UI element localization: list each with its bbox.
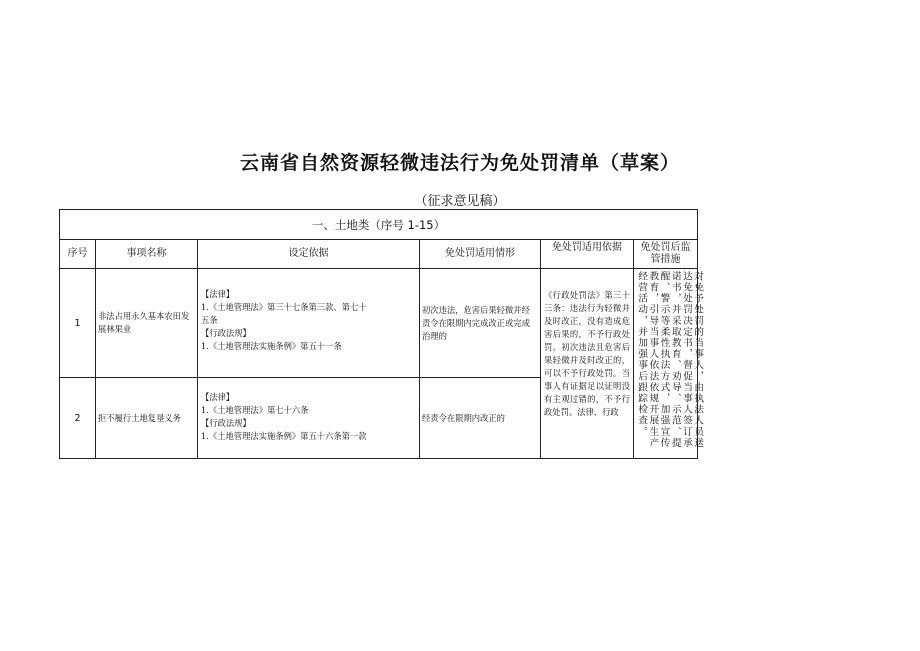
row-2-exemption	[420, 378, 541, 458]
header-basis: 设定依据	[198, 240, 420, 269]
row-1-index: 1	[60, 269, 96, 378]
row-1-basis-line: 【行政法规】	[201, 328, 251, 338]
row-1-basis	[198, 269, 420, 378]
shared-supervision	[634, 269, 704, 458]
row-2-item-name	[96, 378, 198, 458]
row-1-exemption	[420, 269, 541, 378]
header-item-name: 事项名称	[96, 240, 198, 269]
row-2-basis-line: 【行政法规】	[201, 418, 251, 428]
shared-supervision-text: 对免予处罚的当事人，由执法人员送达免处罚决定书，督促当事人签订承诺书，并采取教育、劝导、示范、提醒、警示等柔性执法方式，加强宣传教育，引导当事人依法依规开展生产经营活动，并加强事后跟踪检查。	[636, 271, 704, 449]
header-supervision: 免处罚后监管措施	[634, 240, 697, 269]
exemption-table	[59, 209, 704, 459]
row-1-basis-line: 1.《土地管理法实施条例》第五十一条	[201, 341, 342, 351]
header-exemption-basis: 免处罚适用依据	[541, 240, 634, 269]
row-2-basis-line: 1.《土地管理法实施条例》第五十六条第一款	[201, 431, 367, 441]
row-1-basis-line: 五条	[201, 315, 218, 325]
document-title: 云南省自然资源轻微违法行为免处罚清单（草案）	[239, 152, 680, 174]
row-2-basis-line: 1.《土地管理法》第七十六条	[201, 405, 309, 415]
section-title: 一、土地类（序号 1-15）	[60, 210, 697, 240]
row-1-basis-line: 【法律】	[201, 289, 235, 299]
shared-exemption-basis	[541, 269, 634, 458]
row-2-basis	[198, 378, 420, 458]
header-exemption: 免处罚适用情形	[420, 240, 541, 269]
header-index: 序号	[60, 240, 96, 269]
row-2-exemption-text: 经责令在限期内改正的	[422, 412, 505, 423]
shared-exemption-basis-text: 《行政处罚法》第三十三条：违法行为轻微并及时改正，没有造成危害后果的，不予行政处罚。初次违法且危害后果轻微并及时改正的，可以不予行政处罚。当事人有证据足以证明没有主观过错的，不予行政处罚。法律、行政	[544, 290, 630, 417]
row-2-item-name-text: 拒不履行土地复垦义务	[98, 412, 181, 423]
row-1-exemption-text: 初次违法，危害后果轻微并经责令在限期内完成改正或完成治理的	[422, 304, 530, 341]
row-1-item-name	[96, 269, 198, 378]
row-2-index: 2	[60, 378, 96, 458]
row-1-basis-line: 1.《土地管理法》第三十七条第三款、第七十	[201, 302, 367, 312]
row-1-item-name-text: 非法占用永久基本农田发展林果业	[98, 311, 190, 334]
row-2-basis-line: 【法律】	[201, 392, 235, 402]
document-subtitle: （征求意见稿）	[414, 194, 506, 209]
